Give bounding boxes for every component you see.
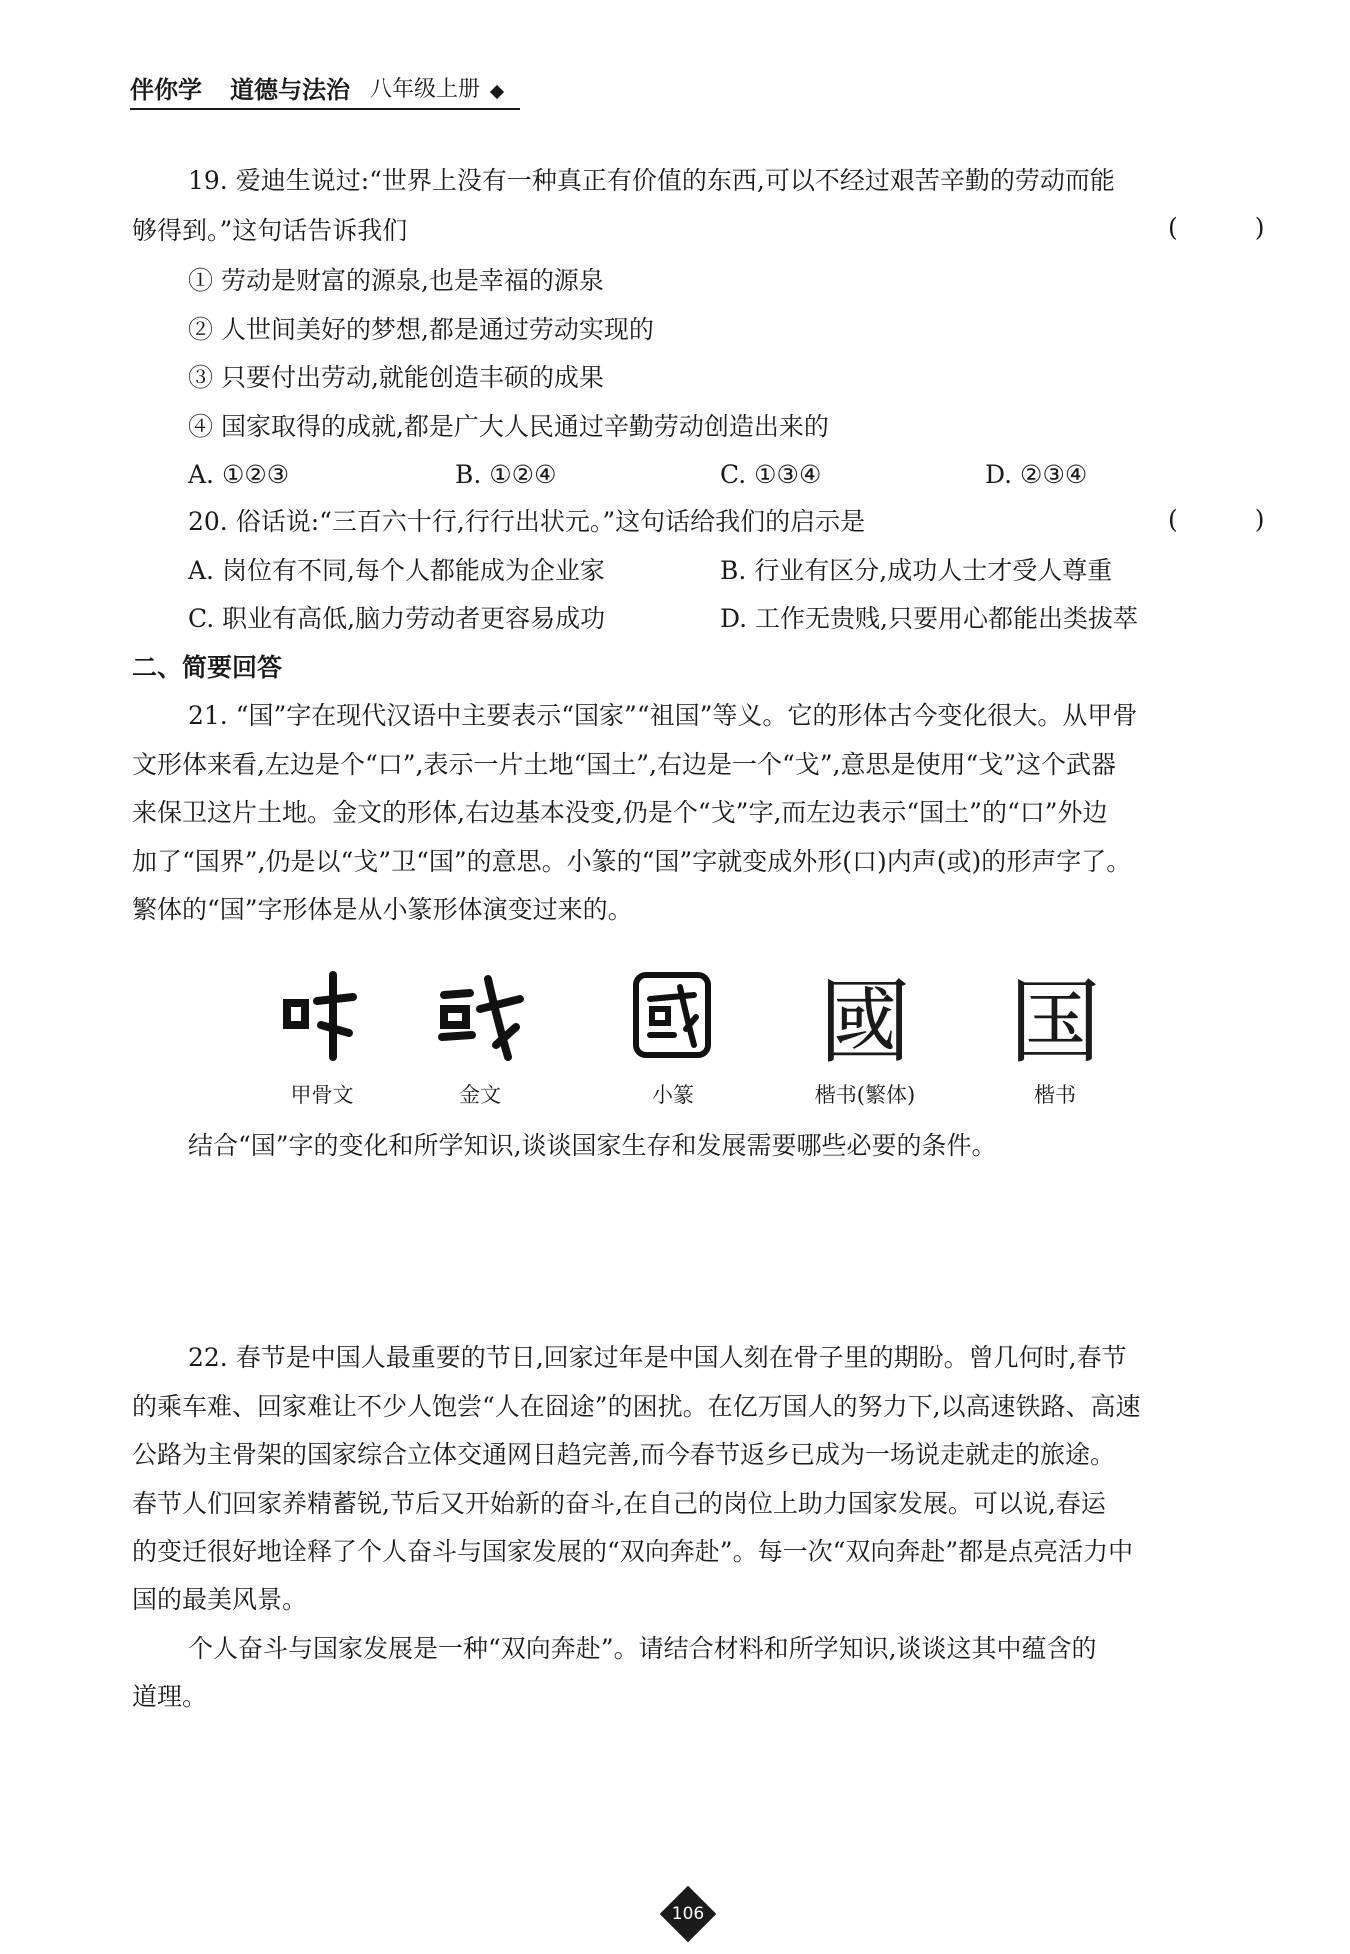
q19-item-4: ④ 国家取得的成就,都是广大人民通过辛勤劳动创造出来的 [188,412,829,441]
q19-stem-line1: 19. 爱迪生说过:“世界上没有一种真正有价值的东西,可以不经过艰苦辛勤的劳动而能 [188,166,1115,195]
q21-line-5: 繁体的“国”字形体是从小篆形体演变过来的。 [132,895,633,924]
glyph-label-traditional: 楷书(繁体) [814,1083,916,1107]
q19-stem-line2: 够得到。”这句话告诉我们 [132,216,408,245]
q22-line-3: 公路为主骨架的国家综合立体交通网日趋完善,而今春节返乡已成为一场说走就走的旅途。 [132,1440,1115,1469]
q19-item-1: ① 劳动是财富的源泉,也是幸福的源泉 [188,266,604,295]
q21-line-2: 文形体来看,左边是个“口”,表示一片土地“国土”,右边是一个“戈”,意思是使用“戈”这个武器 [132,750,1117,779]
q19-option-d: D. ②③④ [985,460,1088,489]
q22-line-5: 的变迁很好地诠释了个人奋斗与国家发展的“双向奔赴”。每一次“双向奔赴”都是点亮活力中 [132,1537,1134,1566]
q21-line-4: 加了“国界”,仍是以“戈”卫“国”的意思。小篆的“国”字就变成外形(口)内声(或)的形声字了。 [132,847,1132,876]
header-diamond-icon [490,84,504,98]
q19-option-a: A. ①②③ [188,460,290,489]
q19-answer-bracket: ( ) [1168,213,1291,242]
q19-option-b: B. ①②④ [455,460,557,489]
q21-line-1: 21. “国”字在现代汉语中主要表示“国家”“祖国”等义。它的形体古今变化很大。从甲骨 [188,701,1138,730]
q20-option-d: D. 工作无贵贱,只要用心都能出类拔萃 [720,604,1138,633]
q22-line-1: 22. 春节是中国人最重要的节日,回家过年是中国人刻在骨子里的期盼。曾几何时,春节 [188,1343,1127,1372]
character-evolution-row [0,960,1350,1100]
glyph-label-seal: 小篆 [652,1083,694,1107]
oracle-bone-glyph-icon [262,960,382,1070]
q21-question: 结合“国”字的变化和所学知识,谈谈国家生存和发展需要哪些必要的条件。 [188,1131,997,1160]
q20-option-a: A. 岗位有不同,每个人都能成为企业家 [188,556,605,585]
glyph-label-oracle: 甲骨文 [290,1083,354,1107]
page-header [130,70,502,105]
q22-line-6: 国的最美风景。 [132,1585,308,1614]
q22-line-4: 春节人们回家养精蓄锐,节后又开始新的奋斗,在自己的岗位上助力国家发展。可以说,春运 [132,1489,1106,1518]
glyph-label-simplified: 楷书 [1034,1083,1076,1107]
bronze-glyph-icon [420,960,540,1070]
q22-question-line1: 个人奋斗与国家发展是一种“双向奔赴”。请结合材料和所学知识,谈谈这其中蕴含的 [188,1634,1097,1663]
q20-option-b: B. 行业有区分,成功人士才受人尊重 [720,556,1113,585]
header-rule [130,108,520,110]
q19-option-c: C. ①③④ [720,460,822,489]
q20-stem: 20. 俗话说:“三百六十行,行行出状元。”这句话给我们的启示是 [188,507,866,536]
q19-item-2: ② 人世间美好的梦想,都是通过劳动实现的 [188,315,654,344]
page-number: 106 [671,1904,705,1924]
section-title: 二、简要回答 [132,653,283,682]
q20-option-c: C. 职业有高低,脑力劳动者更容易成功 [188,604,606,633]
book-title: 伴你学 [130,76,202,104]
q22-question-line2: 道理。 [132,1682,208,1711]
subject-title: 道德与法治 [230,76,350,104]
small-seal-glyph-icon [613,960,733,1070]
simplified-glyph: 国 [1008,969,1101,1076]
page-number-badge [660,1886,716,1942]
q21-line-3: 来保卫这片土地。金文的形体,右边基本没变,仍是个“戈”字,而左边表示“国土”的“口”外边 [132,798,1108,827]
glyph-label-bronze: 金文 [459,1083,501,1107]
q20-answer-bracket: ( ) [1168,505,1291,534]
q19-item-3: ③ 只要付出劳动,就能创造丰硕的成果 [188,363,604,392]
q22-line-2: 的乘车难、回家难让不少人饱尝“人在囧途”的困扰。在亿万国人的努力下,以高速铁路、高速 [132,1392,1141,1421]
grade-label: 八年级上册 [370,77,481,102]
traditional-glyph: 國 [818,969,911,1076]
